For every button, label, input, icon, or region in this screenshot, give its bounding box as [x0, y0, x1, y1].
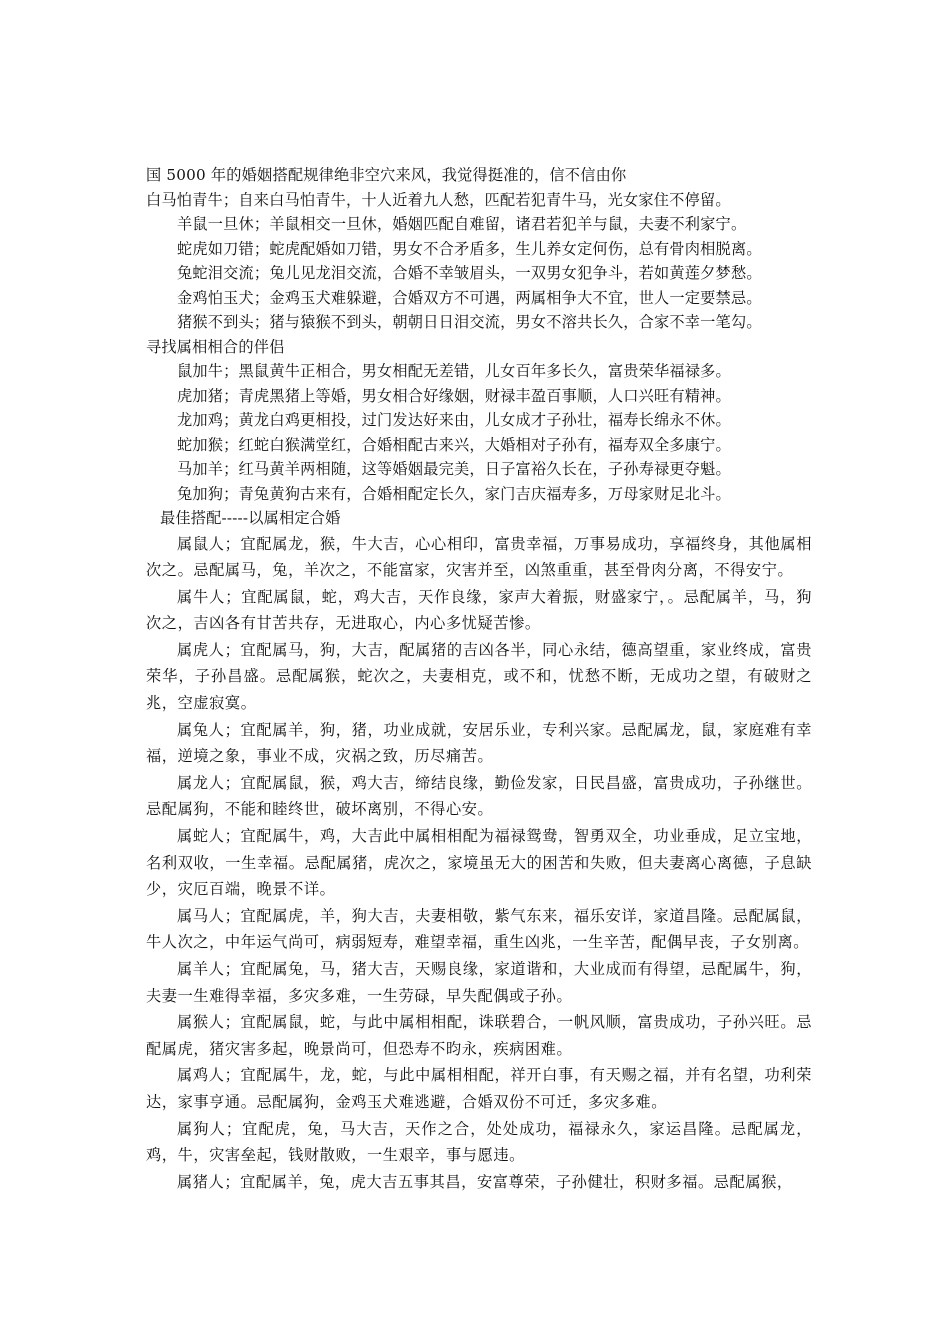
good-match-line: 马加羊；红马黄羊两相随，这等婚姻最完美，日子富裕久长在，子孙寿禄更夺魁。 — [177, 460, 731, 478]
good-match-line: 虎加猪；青虎黑猪上等婚，男女相合好缘姻，财禄丰盈百事顺，人口兴旺有精神。 — [177, 386, 731, 405]
zodiac-paragraph: 属狗人；宜配虎，兔，马大吉，天作之合，处处成功，福禄永久，家运昌隆。忌配属龙，鸡，牛，灾害垒起，钱财散败，一生艰辛，事与愿违。 — [146, 1119, 812, 1165]
section-heading: 最佳搭配-----以属相定合婚 — [160, 509, 341, 527]
bad-match-line: 白马怕青牛；自来白马怕青牛，十人近着九人愁，匹配若犯青牛马，光女家住不停留。 — [146, 190, 731, 209]
zodiac-paragraph: 属马人；宜配属虎，羊，狗大吉，夫妻相敬，紫气东来，福乐安详，家道昌隆。忌配属鼠，牛人次之，中年运气尚可，病弱短寿，难望幸福，重生凶兆，一生辛苦，配偶早丧，子女别离。 — [146, 906, 812, 952]
zodiac-paragraph: 属龙人；宜配属鼠，猴，鸡大吉，缔结良缘，勤俭发家，日民昌盛，富贵成功，子孙继世。忌配属狗，不能和睦终世，破坏离别，不得心安。 — [146, 773, 812, 819]
good-match-line: 蛇加猴；红蛇白猴满堂红，合婚相配古来兴，大婚相对子孙有，福寿双全多康宁。 — [177, 435, 731, 454]
bad-match-line: 羊鼠一旦休；羊鼠相交一旦休，婚姻匹配自难留，诸君若犯羊与鼠，夫妻不利家宁。 — [177, 215, 747, 233]
zodiac-paragraph: 属猴人；宜配属鼠，蛇，与此中属相相配，诛联碧合，一帆风顺，富贵成功，子孙兴旺。忌配属虎，猪灾害多起，晚景尚可，但恐寿不昀永，疾病困难。 — [146, 1013, 812, 1058]
bad-match-line: 猪猴不到头；猪与猿猴不到头，朝朝日日泪交流，男女不溶共长久，合家不幸一笔勾。 — [177, 313, 762, 331]
good-match-line: 鼠加牛；黑鼠黄牛正相合，男女相配无差错，儿女百年多长久，富贵荣华福禄多。 — [177, 362, 731, 380]
zodiac-paragraph: 属牛人；宜配属鼠，蛇，鸡大吉，天作良缘，家声大着振，财盛家宁，。忌配属羊，马，狗次之，吉凶各有甘苦共存，无进取心，内心多忧疑苦惨。 — [146, 587, 812, 633]
good-match-line: 兔加狗；青兔黄狗古来有，合婚相配定长久，家门吉庆福寿多，万母家财足北斗。 — [177, 484, 731, 503]
intro-line: 国 5000 年的婚姻搭配规律绝非空穴来风，我觉得挺准的，信不信由你 — [146, 166, 627, 184]
zodiac-paragraph: 属鸡人；宜配属牛，龙，蛇，与此中属相相配，祥开白事，有天赐之福，并有名望，功利荣达，家事亨通。忌配属狗，金鸡玉犬难逃避，合婚双份不可迁，多灾多难。 — [146, 1066, 812, 1111]
zodiac-paragraph: 属兔人；宜配属羊，狗，猪，功业成就，安居乐业，专利兴家。忌配属龙，鼠，家庭难有幸福，逆境之象，事业不成，灾祸之致，历尽痛苦。 — [146, 720, 812, 766]
zodiac-paragraph: 属猪人；宜配属羊，兔，虎大吉五事其昌，安富尊荣，子孙健壮，积财多福。忌配属猴， — [177, 1172, 793, 1191]
zodiac-paragraph: 属蛇人；宜配属牛，鸡，大吉此中属相相配为福禄鸳鸯，智勇双全，功业垂成，足立宝地，名利双收，一生幸福。忌配属猪，虎次之，家境虽无大的困苦和失败，但夫妻离心离德，子息缺少，灾厄百端，晚景不详。 — [146, 827, 812, 899]
good-match-line: 龙加鸡；黄龙白鸡更相投，过门发达好来由，儿女成才子孙壮，福寿长绵永不休。 — [177, 411, 731, 429]
zodiac-paragraph: 属虎人；宜配属马，狗，大吉，配属猪的吉凶各半，同心永结，德高望重，家业终成，富贵荣华，子孙昌盛。忌配属猴，蛇次之，夫妻相克，或不和，忧愁不断，无成功之望，有破财之兆，空虚寂寞。 — [146, 640, 812, 713]
bad-match-line: 兔蛇泪交流；兔儿见龙泪交流，合婚不幸皱眉头，一双男女犯争斗，若如黄莲夕梦愁。 — [177, 264, 762, 282]
bad-match-line: 金鸡怕玉犬；金鸡玉犬难躲避，合婚双方不可遇，两属相争大不宜，世人一定要禁忌。 — [177, 288, 762, 307]
section-heading: 寻找属相相合的伴侣 — [146, 337, 285, 356]
bad-match-line: 蛇虎如刀错；蛇虎配婚如刀错，男女不合矛盾多，生儿养女定何伤，总有骨肉相脱离。 — [177, 239, 762, 258]
zodiac-paragraph: 属鼠人；宜配属龙，猴，牛大吉，心心相印，富贵幸福，万事易成功，享福终身，其他属相次之。忌配属马，兔，羊次之，不能富家，灾害并至，凶煞重重，甚至骨肉分离，不得安宁。 — [146, 534, 812, 580]
zodiac-paragraph: 属羊人；宜配属兔，马，猪大吉，天赐良缘，家道谐和，大业成而有得望，忌配属牛，狗，夫妻一生难得幸福，多灾多难，一生劳碌，早失配偶或子孙。 — [146, 960, 812, 1005]
document-body — [146, 163, 812, 1195]
